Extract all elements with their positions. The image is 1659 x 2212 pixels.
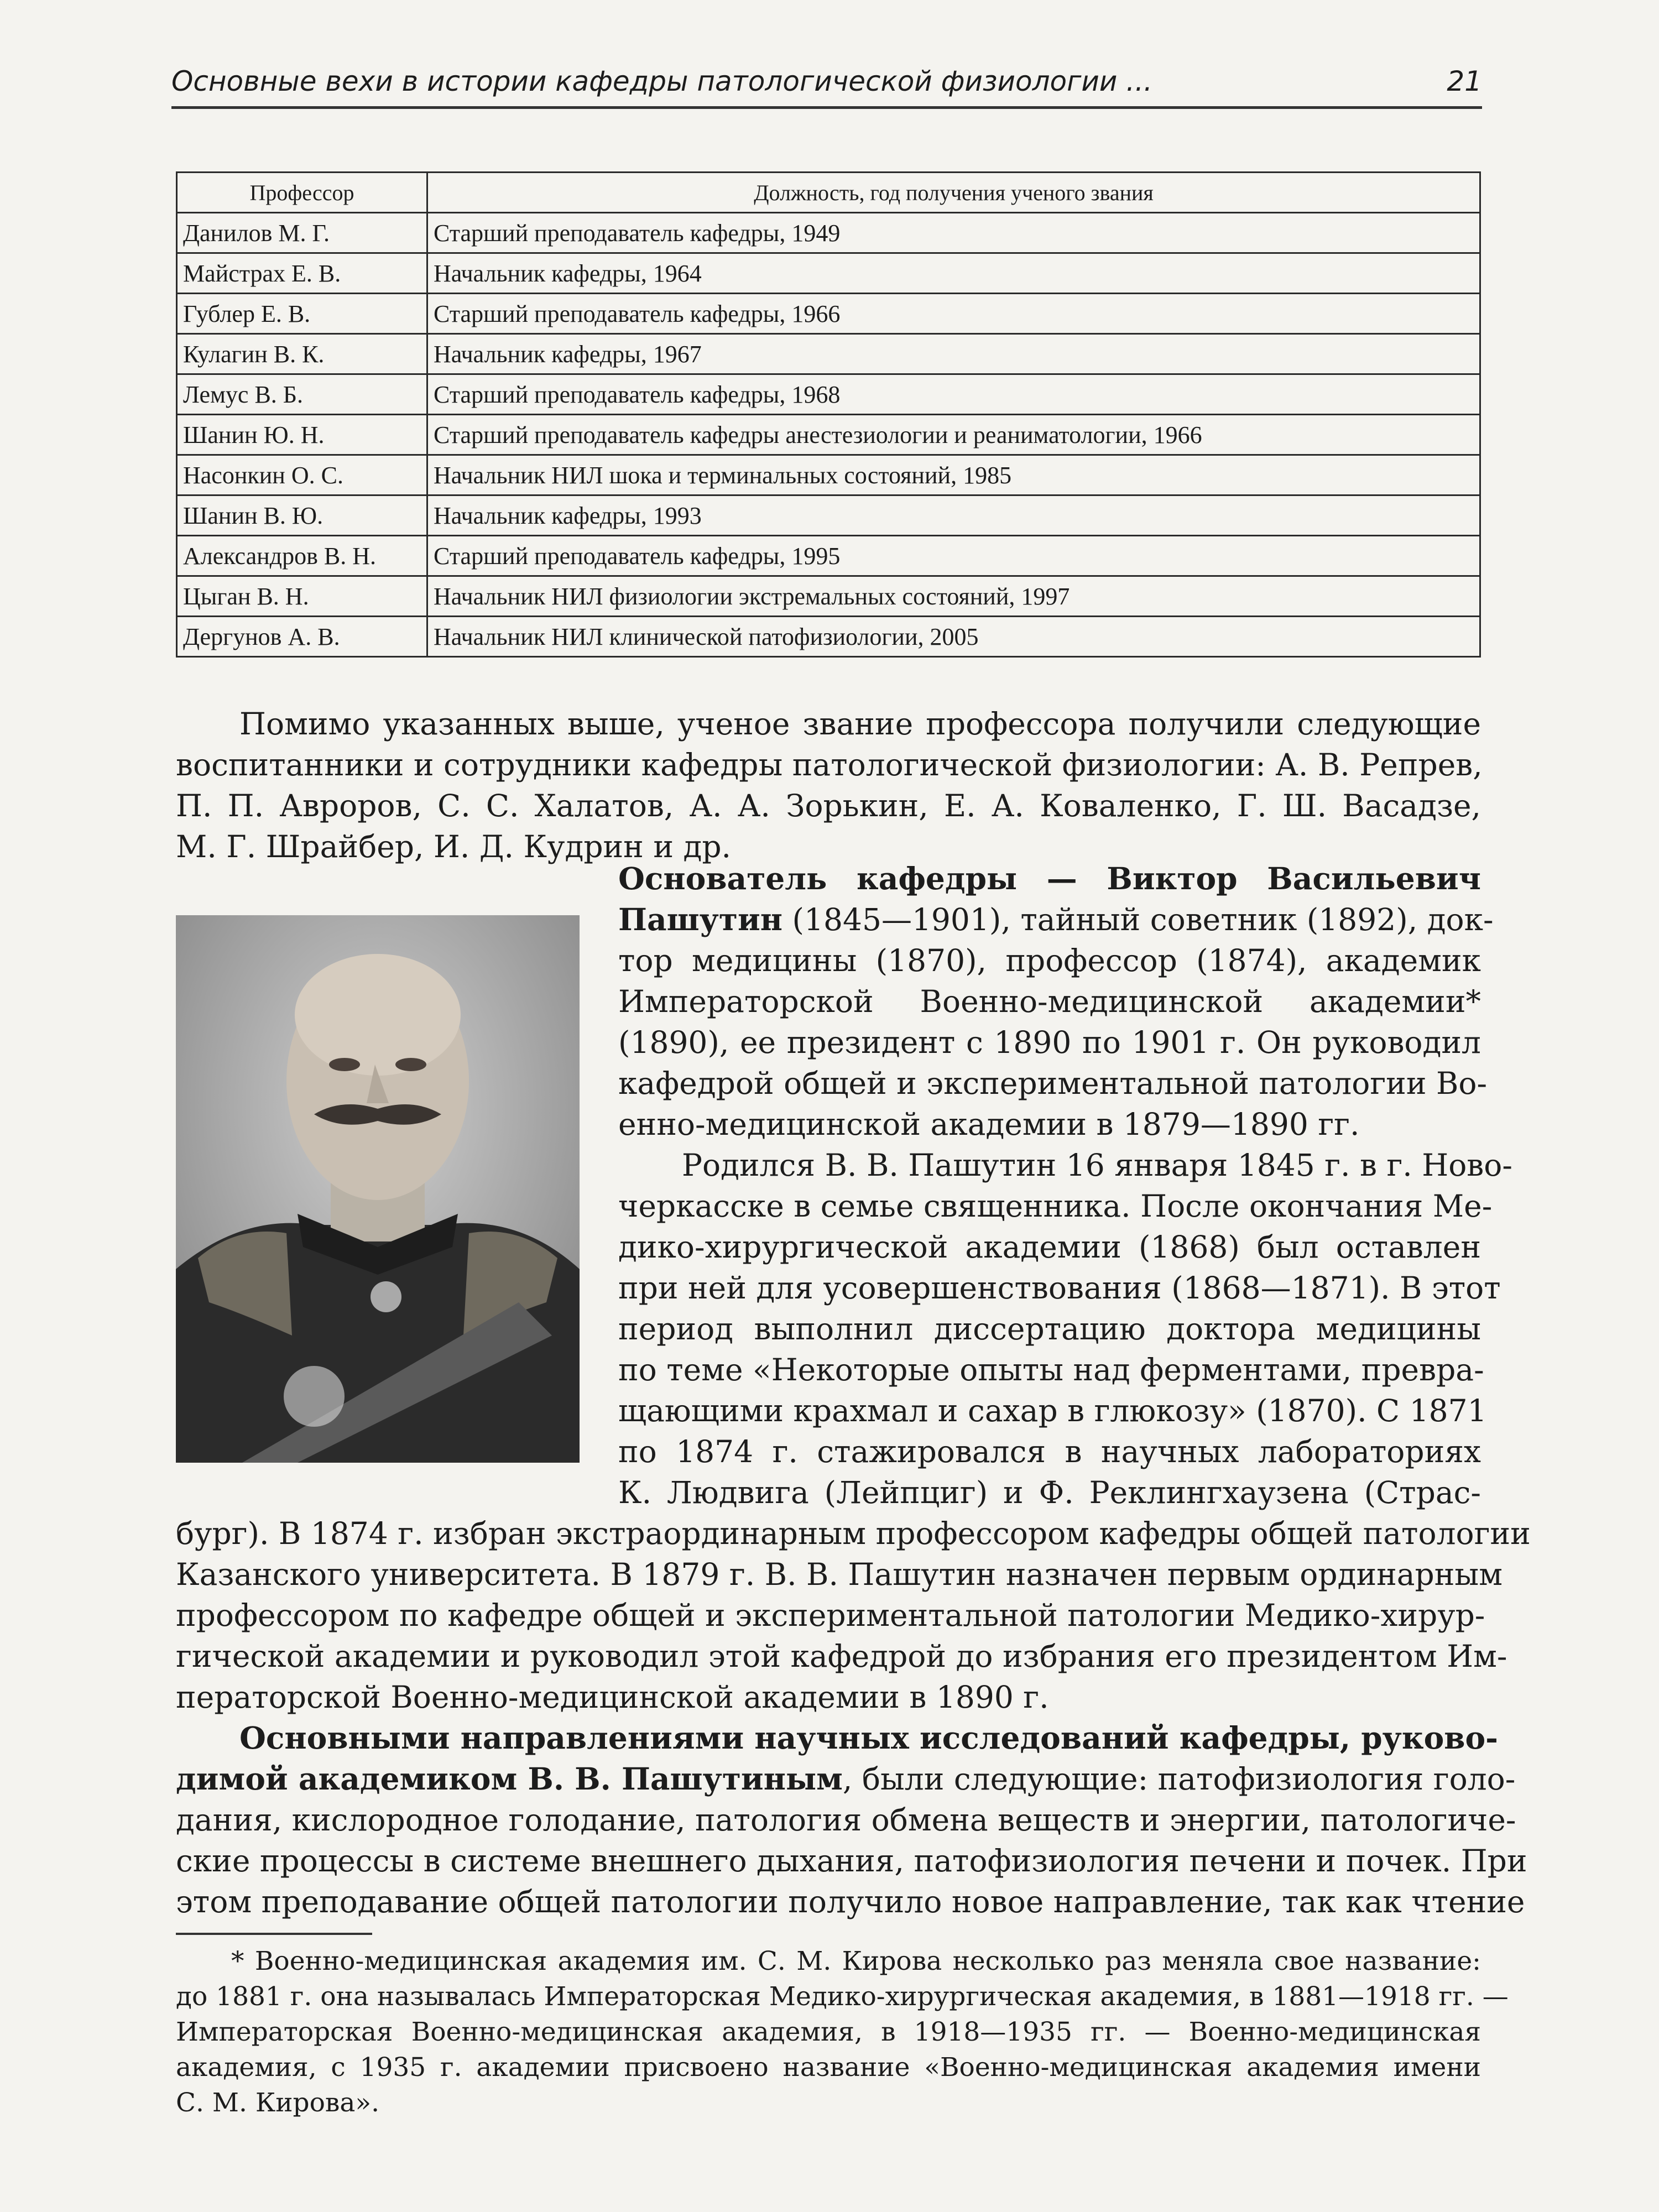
text-line: этом преподавание общей патологии получило новое направление, так как чтение	[176, 1884, 1525, 1919]
professor-name-cell: Александров В. Н.	[177, 536, 427, 576]
text-line: Императорской Военно-медицинской академии*	[618, 984, 1481, 1019]
position-cell: Старший преподаватель кафедры анестезиологии и реаниматологии, 1966	[427, 415, 1480, 455]
research-subtitle-bold: димой академиком В. В. Пашутиным	[176, 1761, 843, 1797]
text-line: дико-хирургической академии (1868) был оставлен	[618, 1229, 1481, 1265]
professor-name-cell: Цыган В. Н.	[177, 576, 427, 617]
position-cell: Начальник кафедры, 1993	[427, 495, 1480, 536]
table-row	[177, 495, 1480, 536]
text-line: Помимо указанных выше, ученое звание профессора получили следующие	[239, 706, 1481, 742]
footnote-line: С. М. Кирова».	[176, 2088, 380, 2118]
position-cell: Начальник НИЛ клинической патофизиологии, 2005	[427, 617, 1480, 657]
position-cell: Начальник кафедры, 1964	[427, 253, 1480, 294]
text-line: при ней для усовершенствования (1868—1871). В этот	[618, 1270, 1501, 1306]
text-line: кафедрой общей и экспериментальной патологии Во-	[618, 1066, 1488, 1101]
text-line	[176, 1718, 1499, 1759]
text-line	[176, 1759, 1516, 1799]
text-line: дания, кислородное голодание, патология обмена веществ и энергии, патологиче-	[176, 1802, 1516, 1838]
paragraph-founder	[618, 858, 1481, 899]
footnote-line: до 1881 г. она называлась Императорская Медико-хирургическая академия, в 1881—1918 гг. —	[176, 1981, 1509, 2012]
footnote	[176, 1944, 1509, 2121]
text-line: Казанского университета. В 1879 г. В. В. Пашутин назначен первым ординарным	[176, 1557, 1503, 1592]
table-row	[177, 576, 1480, 617]
professor-name-cell: Данилов М. Г.	[177, 213, 427, 253]
founder-dates: (1845—1901), тайный советник (1892), док-	[782, 902, 1494, 937]
running-title: Основные вехи в истории кафедры патологической физиологии ...	[171, 65, 1152, 97]
paragraph-research-directions	[176, 1718, 1527, 1922]
text-line: воспитанники и сотрудники кафедры патологической физиологии: А. В. Репрев,	[176, 747, 1483, 782]
column-header-professor: Профессор	[177, 173, 427, 213]
footnote-line: Императорская Военно-медицинская академия, в 1918—1935 гг. — Военно-медицинская	[176, 2017, 1481, 2047]
founder-name-bold: Пашутин	[618, 901, 783, 937]
text-line: бург). В 1874 г. избран экстраординарным профессором кафедры общей патологии	[176, 1516, 1531, 1551]
paragraph-other-professors	[176, 703, 1481, 867]
table-body	[177, 213, 1480, 657]
column-header-position: Должность, год получения ученого звания	[427, 173, 1480, 213]
paragraph-founder-body	[618, 899, 1512, 1513]
text-line: К. Людвига (Лейпциг) и Ф. Реклингхаузена (Страс-	[618, 1475, 1481, 1510]
text-line: ские процессы в системе внешнего дыхания, патофизиология печени и почек. При	[176, 1843, 1527, 1879]
position-cell: Старший преподаватель кафедры, 1995	[427, 536, 1480, 576]
text-line	[618, 899, 1494, 940]
professor-name-cell: Дергунов А. В.	[177, 617, 427, 657]
footnote-line: академия, с 1935 г. академии присвоено название «Военно-медицинская академия имени	[176, 2052, 1481, 2083]
professor-name-cell: Кулагин В. К.	[177, 334, 427, 374]
table-row	[177, 617, 1480, 657]
text-line: енно-медицинской академии в 1879—1890 гг.	[618, 1107, 1360, 1142]
position-cell: Старший преподаватель кафедры, 1966	[427, 294, 1480, 334]
professors-table	[176, 171, 1481, 658]
text-line: гической академии и руководил этой кафедрой до избрания его президентом Им-	[176, 1639, 1507, 1674]
position-cell: Начальник НИЛ шока и терминальных состояний, 1985	[427, 455, 1480, 495]
page-number: 21	[1447, 65, 1482, 97]
text-line: щающими крахмал и сахар в глюкозу» (1870). С 1871	[618, 1393, 1487, 1428]
professor-name-cell: Гублер Е. В.	[177, 294, 427, 334]
table-row	[177, 415, 1480, 455]
table-header-row	[177, 173, 1480, 213]
position-cell: Начальник НИЛ физиологии экстремальных состояний, 1997	[427, 576, 1480, 617]
text-line: (1890), ее президент с 1890 по 1901 г. Он руководил	[618, 1025, 1481, 1060]
portrait-illustration	[176, 915, 580, 1463]
text-line: по теме «Некоторые опыты над ферментами, превра-	[618, 1352, 1484, 1387]
position-cell: Начальник кафедры, 1967	[427, 334, 1480, 374]
text-line: П. П. Авроров, С. С. Халатов, А. А. Зорькин, Е. А. Коваленко, Г. Ш. Васадзе,	[176, 788, 1481, 823]
text-line: профессором по кафедре общей и экспериментальной патологии Медико-хирур-	[176, 1598, 1485, 1633]
table-row	[177, 334, 1480, 374]
professor-name-cell: Шанин Ю. Н.	[177, 415, 427, 455]
professor-name-cell: Майстрах Е. В.	[177, 253, 427, 294]
table-row	[177, 294, 1480, 334]
paragraph-biography-continued	[176, 1513, 1531, 1718]
text-line: период выполнил диссертацию доктора медицины	[618, 1311, 1481, 1347]
text-line: Родился В. В. Пашутин 16 января 1845 г. в г. Ново-	[682, 1147, 1512, 1183]
footnote-separator	[176, 1933, 372, 1935]
table-row	[177, 455, 1480, 495]
text-line: ператорской Военно-медицинской академии в 1890 г.	[176, 1679, 1049, 1715]
research-title-bold: Основными направлениями научных исследований кафедры, руково-	[239, 1720, 1499, 1756]
text-line: тор медицины (1870), профессор (1874), академик	[618, 943, 1481, 978]
table-row	[177, 213, 1480, 253]
founder-title-bold: Основатель кафедры — Виктор Васильевич	[618, 860, 1481, 896]
research-text: , были следующие: патофизиология голо-	[842, 1761, 1516, 1797]
table-row	[177, 536, 1480, 576]
position-cell: Старший преподаватель кафедры, 1949	[427, 213, 1480, 253]
text-line	[618, 858, 1481, 899]
text-line: по 1874 г. стажировался в научных лабораториях	[618, 1434, 1481, 1469]
professor-name-cell: Шанин В. Ю.	[177, 495, 427, 536]
running-header	[171, 62, 1482, 109]
position-cell: Старший преподаватель кафедры, 1968	[427, 374, 1480, 415]
professor-name-cell: Лемус В. Б.	[177, 374, 427, 415]
table-row	[177, 374, 1480, 415]
text-line: М. Г. Шрайбер, И. Д. Кудрин и др.	[176, 829, 732, 864]
text-line: черкасске в семье священника. После окончания Ме-	[618, 1188, 1493, 1224]
footnote-line: * Военно-медицинская академия им. С. М. Кирова несколько раз меняла свое название:	[231, 1946, 1481, 1976]
portrait-image	[176, 915, 580, 1463]
table-row	[177, 253, 1480, 294]
professor-name-cell: Насонкин О. С.	[177, 455, 427, 495]
